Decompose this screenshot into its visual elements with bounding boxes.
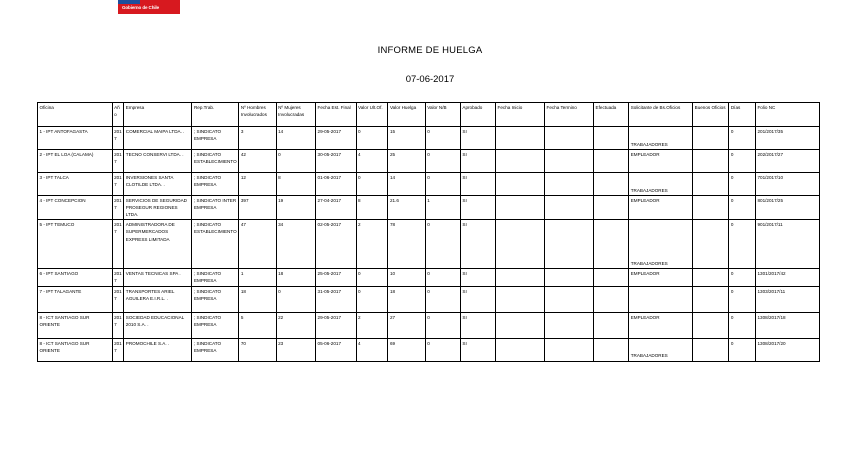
cell-fecha-inicio (496, 220, 545, 269)
cell-hombres: 42 (239, 150, 276, 173)
cell-empresa: TECNO CONSERVI LTDA. . (124, 150, 192, 173)
table-row (38, 269, 820, 286)
cell-valor-nb: 0 (425, 338, 460, 361)
cell-solicitante: EMPLEADOR (629, 150, 693, 173)
cell-fecha-est-final: 29-05-2017 (316, 127, 356, 150)
cell-fecha-est-final: 27-04-2017 (316, 196, 356, 220)
cell-valor-ult-of: 0 (356, 269, 388, 286)
cell-valor-ult-of: 8 (356, 196, 388, 220)
cell-fecha-termino (545, 150, 594, 173)
cell-empresa: VENTAS TECNICAS SPA . (124, 269, 192, 286)
cell-rep-trab: ; SINDICATO EMPRESA (192, 338, 239, 361)
cell-valor-huelga: 78 (388, 220, 425, 269)
cell-aprobado: SI (460, 173, 495, 196)
col-header-hombres: Nº Hombres Involucrados (239, 103, 276, 127)
col-header-solicitante: Solicitante de Bs.Oficios (629, 103, 693, 127)
cell-valor-nb: 0 (425, 286, 460, 312)
cell-fecha-inicio (496, 150, 545, 173)
cell-fecha-termino (545, 286, 594, 312)
cell-aprobado: SI (460, 127, 495, 150)
cell-mujeres: 0 (276, 150, 315, 173)
cell-buenos-oficios (693, 269, 729, 286)
cell-efectuada (594, 220, 629, 269)
cell-fecha-termino (545, 127, 594, 150)
cell-oficina: 8 - ICT SANTIAGO SUR ORIENTE (38, 338, 113, 361)
cell-aprobado: SI (460, 286, 495, 312)
cell-valor-ult-of: 0 (356, 127, 388, 150)
cell-mujeres: 18 (276, 269, 315, 286)
cell-buenos-oficios (693, 173, 729, 196)
cell-fecha-termino (545, 312, 594, 338)
cell-folio-nc: 1308/2017/20 (755, 338, 819, 361)
col-header-dias: Días (729, 103, 756, 127)
cell-oficina: 3 - IPT TALCA (38, 173, 113, 196)
cell-folio-nc: 701/2017/10 (755, 173, 819, 196)
col-header-valor-nb: Valor N/B (425, 103, 460, 127)
cell-dias: 0 (729, 220, 756, 269)
cell-oficina: 2 - IPT EL LOA (CALAMA) (38, 150, 113, 173)
cell-efectuada (594, 269, 629, 286)
strike-report-table (37, 102, 820, 362)
cell-oficina: 6 - IPT SANTIAGO (38, 269, 113, 286)
cell-fecha-inicio (496, 312, 545, 338)
col-header-fecha-est-final: Fecha Est. Final (316, 103, 356, 127)
cell-dias: 0 (729, 312, 756, 338)
cell-fecha-est-final: 25-05-2017 (316, 269, 356, 286)
cell-folio-nc: 1308/2017/18 (755, 312, 819, 338)
col-header-folio-nc: Folio NC (755, 103, 819, 127)
cell-fecha-est-final: 05-06-2017 (316, 338, 356, 361)
cell-dias: 0 (729, 338, 756, 361)
col-header-empresa: Empresa (124, 103, 192, 127)
table-row (38, 338, 820, 361)
cell-anio: 2017 (112, 173, 124, 196)
cell-buenos-oficios (693, 127, 729, 150)
cell-fecha-termino (545, 173, 594, 196)
cell-fecha-est-final: 31-05-2017 (316, 286, 356, 312)
table-row (38, 220, 820, 269)
cell-efectuada (594, 312, 629, 338)
col-header-valor-huelga: Valor Huelga (388, 103, 425, 127)
col-header-anio: Año (112, 103, 124, 127)
cell-folio-nc: 901/2017/11 (755, 220, 819, 269)
cell-aprobado: SI (460, 150, 495, 173)
cell-valor-huelga: 27 (388, 312, 425, 338)
cell-valor-huelga: 21.6 (388, 196, 425, 220)
cell-efectuada (594, 173, 629, 196)
cell-anio: 2017 (112, 196, 124, 220)
col-header-mujeres: Nº Mujeres Involucradas (276, 103, 315, 127)
cell-aprobado: SI (460, 269, 495, 286)
cell-aprobado: SI (460, 220, 495, 269)
cell-oficina: 7 - IPT TALAGANTE (38, 286, 113, 312)
cell-aprobado: SI (460, 312, 495, 338)
cell-valor-nb: 0 (425, 269, 460, 286)
cell-fecha-est-final: 30-05-2017 (316, 150, 356, 173)
cell-valor-nb: 1 (425, 196, 460, 220)
col-header-aprobado: Aprobado (460, 103, 495, 127)
table-header-row (38, 103, 820, 127)
cell-hombres: 1 (239, 269, 276, 286)
cell-valor-ult-of: 0 (356, 173, 388, 196)
col-header-efectuada: Efectuada (594, 103, 629, 127)
cell-dias: 0 (729, 269, 756, 286)
cell-oficina: 4 - IPT CONCEPCION (38, 196, 113, 220)
cell-anio: 2017 (112, 150, 124, 173)
cell-hombres: 70 (239, 338, 276, 361)
cell-buenos-oficios (693, 338, 729, 361)
cell-buenos-oficios (693, 286, 729, 312)
cell-solicitante: TRABAJADORES (629, 127, 693, 150)
cell-valor-ult-of: 2 (356, 220, 388, 269)
cell-fecha-termino (545, 338, 594, 361)
cell-rep-trab: ; SINDICATO ESTABLECIMIENTO (192, 150, 239, 173)
cell-anio: 2017 (112, 312, 124, 338)
cell-valor-nb: 0 (425, 220, 460, 269)
cell-mujeres: 23 (276, 338, 315, 361)
cell-rep-trab: ; SINDICATO EMPRESA (192, 286, 239, 312)
cell-oficina: 8 - ICT SANTIAGO SUR ORIENTE (38, 312, 113, 338)
cell-efectuada (594, 196, 629, 220)
cell-buenos-oficios (693, 220, 729, 269)
cell-valor-ult-of: 4 (356, 338, 388, 361)
cell-anio: 2017 (112, 127, 124, 150)
cell-aprobado: SI (460, 338, 495, 361)
cell-empresa: SOCIEDAD EDUCACIONAL 2010 S.A. . (124, 312, 192, 338)
cell-valor-huelga: 10 (388, 269, 425, 286)
col-header-rep-trab: Rep.Trab. (192, 103, 239, 127)
table-row (38, 312, 820, 338)
cell-valor-huelga: 69 (388, 338, 425, 361)
cell-hombres: 18 (239, 286, 276, 312)
cell-folio-nc: 1303/2017/11 (755, 286, 819, 312)
cell-solicitante: TRABAJADORES (629, 173, 693, 196)
cell-valor-ult-of: 4 (356, 150, 388, 173)
table-row (38, 173, 820, 196)
report-date: 07-06-2017 (405, 74, 455, 85)
cell-oficina: 5 - IPT TEMUCO (38, 220, 113, 269)
cell-empresa: SERVICIOS DE SEGURIDAD PROSEGUR REGIONES LTDA. (124, 196, 192, 220)
logo-blue-block (118, 0, 140, 4)
cell-solicitante (629, 286, 693, 312)
cell-fecha-inicio (496, 173, 545, 196)
cell-valor-ult-of: 0 (356, 286, 388, 312)
cell-valor-huelga: 15 (388, 127, 425, 150)
cell-empresa: INVERSIONES SANTA CLOTILDE LTDA. . (124, 173, 192, 196)
cell-rep-trab: ; SINDICATO EMPRESA (192, 127, 239, 150)
cell-valor-nb: 0 (425, 173, 460, 196)
col-header-oficina: Oficina (38, 103, 113, 127)
cell-aprobado: SI (460, 196, 495, 220)
cell-folio-nc: 1301/2017/42 (755, 269, 819, 286)
cell-fecha-est-final: 29-05-2017 (316, 312, 356, 338)
cell-folio-nc: 201/2017/35 (755, 127, 819, 150)
cell-empresa: ADMINISTRADORA DE SUPERMERCADOS EXPRESS LIMITADA (124, 220, 192, 269)
cell-dias: 0 (729, 196, 756, 220)
cell-anio: 2017 (112, 286, 124, 312)
cell-rep-trab: ; SINDICATO INTER EMPRESA (192, 196, 239, 220)
cell-solicitante: EMPLEADOR (629, 269, 693, 286)
cell-fecha-termino (545, 269, 594, 286)
cell-hombres: 3 (239, 127, 276, 150)
cell-fecha-termino (545, 220, 594, 269)
cell-valor-nb: 0 (425, 127, 460, 150)
cell-hombres: 397 (239, 196, 276, 220)
cell-empresa: TRANSPORTES ARIEL AGUILERA E.I.R.L. . (124, 286, 192, 312)
table-row (38, 286, 820, 312)
cell-empresa: COMERCIAL MAIPA LTDA. . (124, 127, 192, 150)
cell-folio-nc: 801/2017/25 (755, 196, 819, 220)
cell-oficina: 1 - IPT ANTOFAGASTA (38, 127, 113, 150)
cell-solicitante: TRABAJADORES (629, 338, 693, 361)
cell-valor-huelga: 25 (388, 150, 425, 173)
cell-mujeres: 14 (276, 127, 315, 150)
cell-mujeres: 8 (276, 173, 315, 196)
cell-solicitante: TRABAJADORES (629, 220, 693, 269)
cell-fecha-termino (545, 196, 594, 220)
cell-mujeres: 19 (276, 196, 315, 220)
cell-anio: 2017 (112, 338, 124, 361)
cell-buenos-oficios (693, 196, 729, 220)
cell-efectuada (594, 150, 629, 173)
cell-fecha-inicio (496, 338, 545, 361)
cell-valor-nb: 0 (425, 150, 460, 173)
cell-hombres: 12 (239, 173, 276, 196)
cell-mujeres: 0 (276, 286, 315, 312)
cell-rep-trab: ; SINDICATO EMPRESA (192, 269, 239, 286)
logo-text: Gobierno de Chile (122, 5, 160, 10)
cell-solicitante: EMPLEADOR (629, 312, 693, 338)
cell-valor-ult-of: 2 (356, 312, 388, 338)
cell-valor-huelga: 14 (388, 173, 425, 196)
cell-dias: 0 (729, 286, 756, 312)
cell-solicitante: EMPLEADOR (629, 196, 693, 220)
table-row (38, 127, 820, 150)
cell-valor-huelga: 18 (388, 286, 425, 312)
cell-dias: 0 (729, 173, 756, 196)
col-header-fecha-termino: Fecha Termino (545, 103, 594, 127)
cell-dias: 0 (729, 150, 756, 173)
cell-folio-nc: 202/2017/27 (755, 150, 819, 173)
cell-efectuada (594, 338, 629, 361)
cell-efectuada (594, 127, 629, 150)
cell-fecha-inicio (496, 196, 545, 220)
cell-mujeres: 34 (276, 220, 315, 269)
col-header-buenos-oficios: Buenos Oficios (693, 103, 729, 127)
cell-efectuada (594, 286, 629, 312)
cell-hombres: 5 (239, 312, 276, 338)
cell-buenos-oficios (693, 312, 729, 338)
cell-rep-trab: ; SINDICATO ESTABLECIMIENTO (192, 220, 239, 269)
cell-buenos-oficios (693, 150, 729, 173)
table-body (38, 127, 820, 362)
cell-hombres: 47 (239, 220, 276, 269)
gobierno-de-chile-logo (118, 0, 180, 14)
cell-valor-nb: 0 (425, 312, 460, 338)
cell-mujeres: 22 (276, 312, 315, 338)
cell-fecha-inicio (496, 269, 545, 286)
cell-fecha-est-final: 01-06-2017 (316, 173, 356, 196)
cell-fecha-est-final: 02-05-2017 (316, 220, 356, 269)
cell-fecha-inicio (496, 286, 545, 312)
cell-dias: 0 (729, 127, 756, 150)
col-header-valor-ult-of: Valor Ult.Of. (356, 103, 388, 127)
col-header-fecha-inicio: Fecha Inicio (496, 103, 545, 127)
cell-rep-trab: ; SINDICATO EMPRESA (192, 312, 239, 338)
table-row (38, 150, 820, 173)
cell-empresa: PROMOCHILE S.A. . (124, 338, 192, 361)
cell-anio: 2017 (112, 220, 124, 269)
cell-fecha-inicio (496, 127, 545, 150)
report-title: INFORME DE HUELGA (377, 45, 483, 56)
cell-anio: 2017 (112, 269, 124, 286)
table-row (38, 196, 820, 220)
cell-rep-trab: ; SINDICATO EMPRESA (192, 173, 239, 196)
